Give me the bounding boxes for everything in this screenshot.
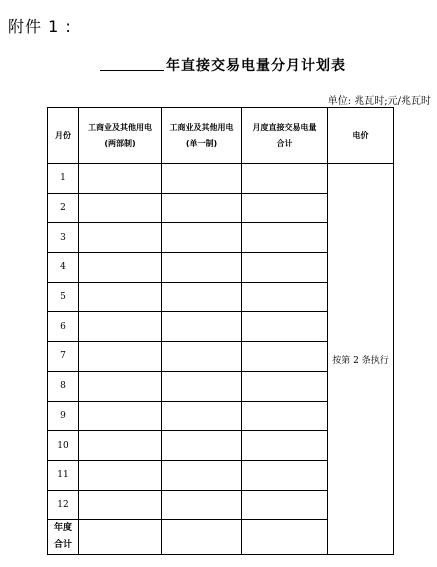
header-month: 月份 — [48, 108, 79, 164]
year-blank-line — [100, 70, 164, 71]
empty-cell — [79, 193, 162, 223]
month-cell: 9 — [48, 401, 79, 431]
empty-cell — [79, 371, 162, 401]
empty-cell — [162, 520, 242, 555]
month-cell: 7 — [48, 342, 79, 372]
month-cell: 12 — [48, 490, 79, 520]
empty-cell — [162, 401, 242, 431]
table-row — [48, 164, 394, 194]
empty-cell — [79, 431, 162, 461]
empty-cell — [162, 282, 242, 312]
empty-cell — [162, 164, 242, 194]
empty-cell — [79, 253, 162, 283]
header-monthly-total-line1: 月度直接交易电量 — [252, 122, 317, 132]
empty-cell — [162, 342, 242, 372]
month-cell: 6 — [48, 312, 79, 342]
empty-cell — [162, 371, 242, 401]
empty-cell — [79, 223, 162, 253]
empty-cell — [242, 223, 328, 253]
month-cell: 10 — [48, 431, 79, 461]
annual-total-label — [48, 520, 79, 555]
header-single-part-line2: (单一制) — [185, 138, 218, 148]
header-two-part-line2: (两部制) — [104, 138, 136, 148]
month-cell: 1 — [48, 164, 79, 194]
empty-cell — [79, 312, 162, 342]
empty-cell — [162, 312, 242, 342]
empty-cell — [79, 342, 162, 372]
header-single-part-line1: 工商业及其他用电 — [169, 122, 234, 132]
empty-cell — [79, 164, 162, 194]
empty-cell — [242, 401, 328, 431]
header-two-part-line1: 工商业及其他用电 — [88, 122, 152, 132]
empty-cell — [242, 460, 328, 490]
page-title: 年直接交易电量分月计划表 — [166, 58, 346, 74]
annual-total-line1: 年度 — [53, 523, 72, 534]
month-cell: 4 — [48, 253, 79, 283]
empty-cell — [79, 460, 162, 490]
month-cell: 8 — [48, 371, 79, 401]
empty-cell — [242, 431, 328, 461]
empty-cell — [162, 490, 242, 520]
empty-cell — [242, 253, 328, 283]
month-cell: 5 — [48, 282, 79, 312]
header-two-part — [79, 108, 162, 164]
header-single-part — [162, 108, 242, 164]
empty-cell — [242, 371, 328, 401]
empty-cell — [79, 520, 162, 555]
month-cell: 3 — [48, 223, 79, 253]
empty-cell — [242, 342, 328, 372]
empty-cell — [162, 223, 242, 253]
empty-cell — [79, 490, 162, 520]
price-cell: 按第 2 条执行 — [328, 164, 394, 555]
empty-cell — [242, 164, 328, 194]
empty-cell — [162, 253, 242, 283]
header-monthly-total-line2: 合计 — [276, 138, 293, 148]
monthly-plan-table — [47, 107, 394, 555]
empty-cell — [162, 193, 242, 223]
empty-cell — [242, 520, 328, 555]
header-price: 电价 — [328, 108, 394, 164]
empty-cell — [79, 401, 162, 431]
month-cell: 11 — [48, 460, 79, 490]
header-row — [48, 108, 394, 164]
empty-cell — [242, 490, 328, 520]
empty-cell — [162, 431, 242, 461]
month-cell: 2 — [48, 193, 79, 223]
empty-cell — [79, 282, 162, 312]
empty-cell — [162, 460, 242, 490]
empty-cell — [242, 312, 328, 342]
annual-total-line2: 合计 — [53, 540, 72, 551]
unit-text: 单位: 兆瓦时;元/兆瓦时 — [327, 96, 431, 107]
attachment-label: 附件 1 : — [8, 17, 72, 36]
empty-cell — [242, 193, 328, 223]
header-monthly-total — [242, 108, 328, 164]
empty-cell — [242, 282, 328, 312]
